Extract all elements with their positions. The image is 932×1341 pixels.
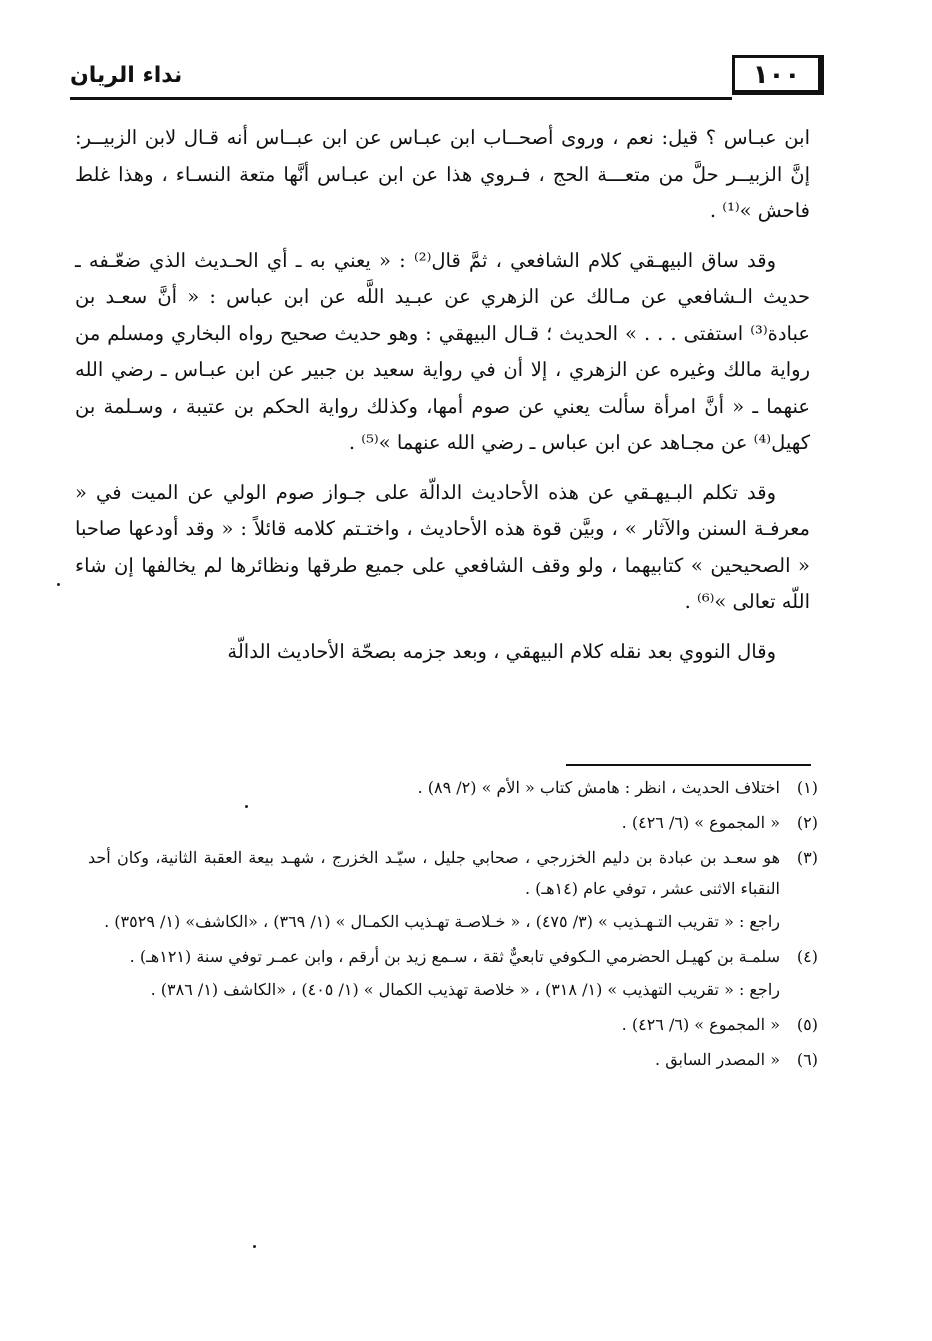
footnote-text: « المجموع » (٦/ ٤٢٦) .	[621, 813, 780, 832]
footnote-number: (٦)	[796, 1050, 818, 1069]
footnote-separator	[566, 764, 811, 766]
footnote-reference	[88, 906, 818, 937]
footnote-reference	[88, 974, 818, 1005]
footnote-number: (٣)	[796, 848, 818, 867]
paragraph: وقال النووي بعد نقله كلام البيهقي ، وبعد جزمه بصحّة الأحاديث الدالّة	[227, 639, 776, 663]
footnote-number: (٢)	[796, 813, 818, 832]
footnote	[88, 772, 818, 803]
running-title: نداء الريان	[70, 63, 183, 88]
header-rule	[70, 97, 732, 100]
page-number-box	[732, 55, 824, 95]
footnote-text: هو سعـد بن عبادة بن دليم الخزرجي ، صحابي جليل ، سيّـد الخزرج ، شهـد بيعة العقبة الثانية، وكان أحد النقباء الاثنى عشر ، توفي عام (١٤هـ) .	[88, 848, 780, 898]
scan-speck	[253, 1245, 256, 1248]
footnote-text: « المجموع » (٦/ ٤٢٦) .	[621, 1015, 780, 1034]
footnote	[88, 1009, 818, 1040]
footnote	[88, 941, 818, 972]
scan-speck	[245, 805, 248, 808]
page-number: ١٠٠	[752, 60, 801, 90]
footnote-text: اختلاف الحديث ، انظر : هامش كتاب « الأم » (٢/ ٨٩) .	[417, 778, 780, 797]
paragraph: وقد تكلم البـيهـقي عن هذه الأحاديث الدالّة على جـواز صوم الولي عن الميت في « معرفـة السنن والآثار » ، وبيَّن قوة هذه الأحاديث ، واختـتم كلامه قائلاً : « وقد أودعها صاحبا « الصحيحين » كتابيهما ، ولو وقف الشافعي على جميع طرقها ونظائرها لم يخالفها إن شاء اللّه تعالى »⁽⁶⁾ .	[75, 480, 810, 613]
footnote-number: (٤)	[796, 947, 818, 966]
main-text	[75, 120, 810, 670]
footnotes	[88, 772, 818, 1075]
footnote-text: راجع : « تقريب التـهـذيب » (٣/ ٤٧٥) ، « خـلاصـة تهـذيب الكمـال » (١/ ٣٦٩) ، «الكاشف» (١/ ٣٥٢٩) .	[104, 912, 780, 931]
footnote	[88, 842, 818, 904]
paragraph: وقد ساق البيهـقي كلام الشافعي ، ثمَّ قال⁽²⁾ : « يعني به ـ أي الحـديث الذي ضعّـفه ـ حديث الـشافعي عن مـالك عن الزهري عن عبـيد اللَّه عن ابن عباس : « أنَّ سعـد بن عبادة⁽³⁾ استفتى . . . » الحديث ؛ قـال البيهقي : وهو حديث صحيح رواه البخاري ومسلم من رواية مالك وغيره عن الزهري ، إلا أن في رواية سعيد بن جبير عن ابن عبـاس ـ رضي الله عنهما ـ « أنَّ امرأة سألت يعني عن صوم أمها، وكذلك رواية الحكم بن عتيبة ، وسـلمة بن كهيل⁽⁴⁾ عن مجـاهد عن ابن عباس ـ رضي الله عنهما »⁽⁵⁾ .	[75, 248, 810, 454]
footnote-number: (٥)	[796, 1015, 818, 1034]
paragraph: ابن عبـاس ؟ قيل: نعم ، وروى أصحــاب ابن عبـاس عن ابن عبــاس أنه قـال لابن الزبيــر: إنَّ الزبيــر حلَّ من متعـــة الحج ، فـروي هذا عن ابن عبـاس أنَّها متعة النسـاء ، وهذا غلط فاحش »⁽¹⁾ .	[75, 126, 810, 222]
footnote	[88, 1044, 818, 1075]
footnote-number: (١)	[796, 778, 818, 797]
footnote-text: « المصدر السابق .	[655, 1050, 780, 1069]
page-header	[70, 55, 830, 105]
footnote-text: سلمـة بن كهيـل الحضرمي الـكوفي تابعيٌّ ثقة ، سـمع زيد بن أرقم ، وابن عمـر توفي سنة (١٢١هـ) .	[129, 947, 780, 966]
footnote-text: راجع : « تقريب التهذيب » (١/ ٣١٨) ، « خلاصة تهذيب الكمال » (١/ ٤٠٥) ، «الكاشف (١/ ٣٨٦) .	[150, 980, 780, 999]
footnote	[88, 807, 818, 838]
scan-speck	[57, 583, 60, 586]
